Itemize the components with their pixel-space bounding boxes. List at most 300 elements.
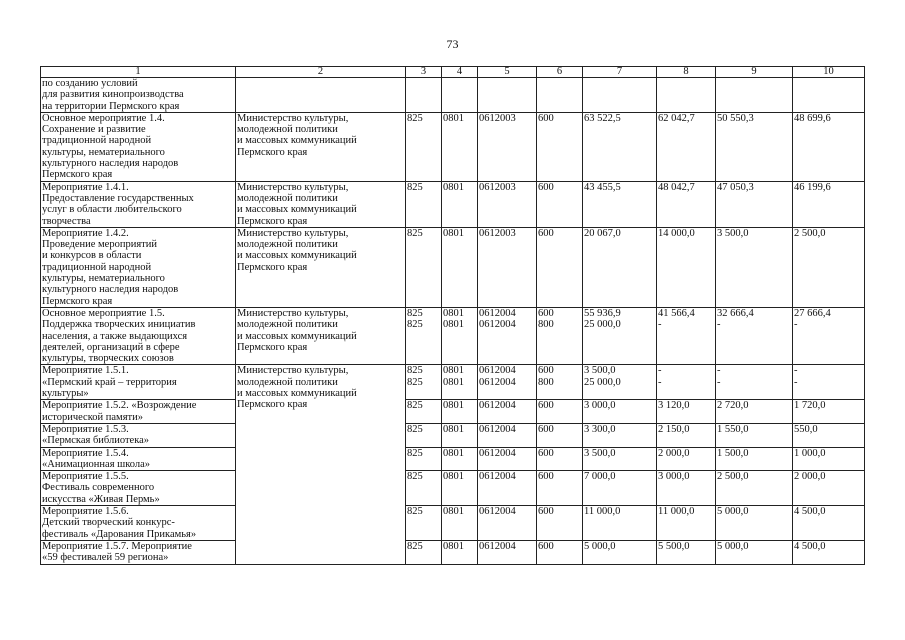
sum-2017: 550,0 <box>794 423 818 435</box>
activity-name-line: Детский творческий конкурс- <box>42 517 175 529</box>
code-ministry-cell <box>406 181 442 227</box>
executor-line: Министерство культуры, <box>237 181 349 193</box>
code-section-cell <box>442 447 478 471</box>
code-section-cell <box>442 471 478 506</box>
code-target-cell <box>478 506 537 541</box>
code-ministry: 825 <box>407 112 423 124</box>
code-section: 0801 <box>443 423 464 435</box>
code-section: 0801 <box>443 540 464 552</box>
sum-2015: - <box>658 376 662 388</box>
code-expense: 600 <box>538 471 554 483</box>
sum-2015-cell <box>657 540 716 564</box>
code-target-cell <box>478 400 537 424</box>
activity-name-line: деятелей, организаций в сфере <box>42 341 180 353</box>
column-number: 10 <box>793 67 865 78</box>
sum-2014: 3 500,0 <box>584 447 616 459</box>
sum-2017-cell <box>793 112 865 181</box>
sum-2014: 25 000,0 <box>584 319 621 331</box>
code-section-cell <box>442 423 478 447</box>
sum-2015-cell <box>657 471 716 506</box>
code-ministry: 825 <box>407 447 423 459</box>
activity-name-line: Фестиваль современного <box>42 482 155 494</box>
sum-2017-cell <box>793 78 865 113</box>
code-section-cell <box>442 506 478 541</box>
sum-2015: 62 042,7 <box>658 112 695 124</box>
sum-2014-cell <box>583 471 657 506</box>
code-expense-cell <box>537 423 583 447</box>
code-target: 0612004 <box>479 400 516 412</box>
code-target-cell <box>478 112 537 181</box>
activity-name-line: Мероприятие 1.5.6. <box>42 506 129 518</box>
sum-2017-cell <box>793 447 865 471</box>
code-section: 0801 <box>443 506 464 518</box>
activity-name-line: культуры, нематериального <box>42 273 165 285</box>
code-section: 0801 <box>443 376 464 388</box>
executor-line: и массовых коммуникаций <box>237 388 357 400</box>
executor-line: и массовых коммуникаций <box>237 135 357 147</box>
sum-2017: 4 500,0 <box>794 506 826 518</box>
code-ministry-cell <box>406 423 442 447</box>
executor-line: Пермского края <box>237 215 308 227</box>
activity-name-cell <box>41 78 236 113</box>
sum-2015: 11 000,0 <box>658 506 695 518</box>
sum-2016: - <box>717 376 721 388</box>
activity-name-line: Сохранение и развитие <box>42 124 146 136</box>
column-number: 4 <box>442 67 478 78</box>
activity-name-line: на территории Пермского края <box>42 100 180 112</box>
sum-2017-cell <box>793 365 865 400</box>
activity-name-line: «Пермская библиотека» <box>42 435 150 447</box>
code-ministry: 825 <box>407 540 423 552</box>
code-target: 0612003 <box>479 112 516 124</box>
table-row <box>41 78 865 113</box>
sum-2017-cell <box>793 181 865 227</box>
sum-2015: - <box>658 319 662 331</box>
sum-2014-cell <box>583 423 657 447</box>
activity-name-cell <box>41 227 236 307</box>
sum-2016: 3 500,0 <box>717 227 749 239</box>
code-expense-cell <box>537 540 583 564</box>
sum-2014-cell <box>583 506 657 541</box>
code-section-cell <box>442 365 478 400</box>
sum-2017: 1 000,0 <box>794 447 826 459</box>
code-target: 0612004 <box>479 307 516 319</box>
sum-2016: 50 550,3 <box>717 112 754 124</box>
code-target-cell <box>478 423 537 447</box>
activity-name-line: культурного наследия народов <box>42 284 179 296</box>
sum-2014: 3 300,0 <box>584 423 616 435</box>
sum-2016-cell <box>716 506 793 541</box>
code-target-cell <box>478 307 537 365</box>
activity-name-cell <box>41 112 236 181</box>
activity-name-line: Мероприятие 1.5.2. «Возрождение <box>42 400 197 412</box>
activity-name-line: традиционной народной <box>42 261 152 273</box>
sum-2015: 48 042,7 <box>658 181 695 193</box>
code-expense: 600 <box>538 423 554 435</box>
code-expense: 600 <box>538 307 554 319</box>
sum-2016-cell <box>716 365 793 400</box>
executor-cell <box>236 365 406 564</box>
column-number-row <box>41 67 865 78</box>
code-expense: 600 <box>538 540 554 552</box>
activity-name-cell <box>41 471 236 506</box>
executor-line: Министерство культуры, <box>237 227 349 239</box>
code-target-cell <box>478 78 537 113</box>
code-section: 0801 <box>443 365 464 377</box>
sum-2014-cell <box>583 400 657 424</box>
activity-name-line: культуры» <box>42 388 89 400</box>
code-ministry: 825 <box>407 227 423 239</box>
sum-2014-cell <box>583 447 657 471</box>
sum-2014-cell <box>583 78 657 113</box>
executor-line: Пермского края <box>237 341 308 353</box>
code-ministry-cell <box>406 365 442 400</box>
executor-cell <box>236 78 406 113</box>
table-row <box>41 506 865 541</box>
sum-2014: 25 000,0 <box>584 376 621 388</box>
activity-name-line: культурного наследия народов <box>42 158 179 170</box>
activity-name-line: Основное мероприятие 1.5. <box>42 307 165 319</box>
code-target: 0612004 <box>479 365 516 377</box>
executor-cell <box>236 112 406 181</box>
activity-name-cell <box>41 506 236 541</box>
sum-2014: 63 522,5 <box>584 112 621 124</box>
sum-2017: 2 000,0 <box>794 471 826 483</box>
code-ministry-cell <box>406 471 442 506</box>
sum-2016: 2 720,0 <box>717 400 749 412</box>
activity-name-line: «Пермский край – территория <box>42 376 177 388</box>
sum-2015: 2 150,0 <box>658 423 690 435</box>
sum-2015-cell <box>657 112 716 181</box>
code-section: 0801 <box>443 112 464 124</box>
code-target: 0612004 <box>479 447 516 459</box>
sum-2014-cell <box>583 227 657 307</box>
activity-name-line: Мероприятие 1.5.3. <box>42 423 129 435</box>
activity-name-line: Пермского края <box>42 169 113 181</box>
sum-2016-cell <box>716 78 793 113</box>
activity-name-line: творчества <box>42 215 91 227</box>
code-ministry: 825 <box>407 307 423 319</box>
executor-line: молодежной политики <box>237 319 338 331</box>
sum-2015-cell <box>657 181 716 227</box>
activity-name-line: населения, а также выдающихся <box>42 330 188 342</box>
code-target-cell <box>478 471 537 506</box>
code-section-cell <box>442 227 478 307</box>
activity-name-line: Основное мероприятие 1.4. <box>42 112 165 124</box>
executor-line: Пермского края <box>237 261 308 273</box>
code-section-cell <box>442 400 478 424</box>
sum-2014: 43 455,5 <box>584 181 621 193</box>
column-number: 5 <box>478 67 537 78</box>
activity-name-line: Мероприятие 1.4.1. <box>42 181 129 193</box>
sum-2016: 32 666,4 <box>717 307 754 319</box>
code-expense-cell <box>537 471 583 506</box>
code-expense: 600 <box>538 400 554 412</box>
code-target-cell <box>478 540 537 564</box>
sum-2015-cell <box>657 227 716 307</box>
activity-name-cell <box>41 365 236 400</box>
sum-2016: - <box>717 365 721 377</box>
code-ministry: 825 <box>407 181 423 193</box>
code-ministry-cell <box>406 540 442 564</box>
activity-name-cell <box>41 181 236 227</box>
executor-line: Министерство культуры, <box>237 112 349 124</box>
code-ministry-cell <box>406 506 442 541</box>
executor-line: и массовых коммуникаций <box>237 204 357 216</box>
executor-cell <box>236 181 406 227</box>
activity-name-line: искусства «Живая Пермь» <box>42 493 160 505</box>
code-expense-cell <box>537 112 583 181</box>
activity-name-cell <box>41 447 236 471</box>
sum-2017: - <box>794 365 798 377</box>
column-number: 9 <box>716 67 793 78</box>
code-ministry-cell <box>406 447 442 471</box>
code-expense-cell <box>537 365 583 400</box>
sum-2017: 48 699,6 <box>794 112 831 124</box>
sum-2014: 3 000,0 <box>584 400 616 412</box>
executor-line: молодежной политики <box>237 124 338 136</box>
code-target: 0612004 <box>479 540 516 552</box>
code-ministry: 825 <box>407 423 423 435</box>
sum-2016-cell <box>716 540 793 564</box>
code-target: 0612004 <box>479 423 516 435</box>
sum-2015-cell <box>657 506 716 541</box>
code-section-cell <box>442 112 478 181</box>
activity-name-line: Мероприятие 1.5.4. <box>42 447 129 459</box>
code-section: 0801 <box>443 400 464 412</box>
activity-name-line: и конкурсов в области <box>42 250 142 262</box>
executor-line: Пермского края <box>237 146 308 158</box>
code-expense-cell <box>537 181 583 227</box>
code-target: 0612004 <box>479 506 516 518</box>
activity-name-line: Мероприятие 1.5.5. <box>42 471 129 483</box>
code-target: 0612003 <box>479 181 516 193</box>
code-expense: 800 <box>538 319 554 331</box>
code-ministry: 825 <box>407 506 423 518</box>
table-row <box>41 423 865 447</box>
sum-2014-cell <box>583 181 657 227</box>
sum-2017: 46 199,6 <box>794 181 831 193</box>
code-target-cell <box>478 447 537 471</box>
sum-2015: 2 000,0 <box>658 447 690 459</box>
code-section-cell <box>442 307 478 365</box>
code-ministry: 825 <box>407 400 423 412</box>
activity-name-line: Поддержка творческих инициатив <box>42 319 196 331</box>
code-ministry: 825 <box>407 319 423 331</box>
column-number: 6 <box>537 67 583 78</box>
page-number: 73 <box>446 37 459 51</box>
code-section-cell <box>442 78 478 113</box>
sum-2015: 5 500,0 <box>658 540 690 552</box>
executor-line: и массовых коммуникаций <box>237 330 357 342</box>
code-section: 0801 <box>443 319 464 331</box>
sum-2016: 47 050,3 <box>717 181 754 193</box>
sum-2016-cell <box>716 181 793 227</box>
sum-2017: 4 500,0 <box>794 540 826 552</box>
activity-name-line: Предоставление государственных <box>42 192 194 204</box>
sum-2017-cell <box>793 400 865 424</box>
code-ministry: 825 <box>407 365 423 377</box>
sum-2016: - <box>717 319 721 331</box>
activity-name-line: культуры, нематериального <box>42 146 165 158</box>
sum-2016-cell <box>716 447 793 471</box>
activity-name-cell <box>41 400 236 424</box>
table-row <box>41 307 865 365</box>
sum-2016: 5 000,0 <box>717 506 749 518</box>
code-ministry: 825 <box>407 376 423 388</box>
column-number: 3 <box>406 67 442 78</box>
code-expense-cell <box>537 447 583 471</box>
executor-cell <box>236 307 406 365</box>
sum-2016-cell <box>716 423 793 447</box>
table-row <box>41 447 865 471</box>
sum-2017: - <box>794 319 798 331</box>
code-expense-cell <box>537 78 583 113</box>
sum-2016: 1 550,0 <box>717 423 749 435</box>
code-ministry-cell <box>406 112 442 181</box>
code-expense: 600 <box>538 447 554 459</box>
activity-name-line: Мероприятие 1.5.7. Мероприятие <box>42 540 192 552</box>
executor-line: и массовых коммуникаций <box>237 250 357 262</box>
code-section: 0801 <box>443 471 464 483</box>
sum-2015: - <box>658 365 662 377</box>
executor-line: молодежной политики <box>237 376 338 388</box>
sum-2015: 41 566,4 <box>658 307 695 319</box>
sum-2014-cell <box>583 365 657 400</box>
sum-2015-cell <box>657 365 716 400</box>
sum-2016: 1 500,0 <box>717 447 749 459</box>
activity-name-line: по созданию условий <box>42 78 138 89</box>
sum-2016: 5 000,0 <box>717 540 749 552</box>
executor-line: Министерство культуры, <box>237 365 349 377</box>
sum-2014: 5 000,0 <box>584 540 616 552</box>
code-ministry-cell <box>406 400 442 424</box>
sum-2015: 14 000,0 <box>658 227 695 239</box>
code-target: 0612003 <box>479 227 516 239</box>
sum-2014: 55 936,9 <box>584 307 621 319</box>
code-ministry-cell <box>406 227 442 307</box>
activity-name-line: услуг в области любительского <box>42 204 182 216</box>
table-row <box>41 400 865 424</box>
executor-line: Пермского края <box>237 399 308 411</box>
table-row <box>41 365 865 400</box>
table-row <box>41 540 865 564</box>
activity-name-line: Мероприятие 1.4.2. <box>42 227 129 239</box>
code-expense-cell <box>537 400 583 424</box>
code-target-cell <box>478 181 537 227</box>
sum-2015-cell <box>657 307 716 365</box>
column-number: 7 <box>583 67 657 78</box>
activity-name-line: фестиваль «Дарования Прикамья» <box>42 528 197 540</box>
code-expense: 600 <box>538 181 554 193</box>
sum-2016-cell <box>716 307 793 365</box>
code-target-cell <box>478 365 537 400</box>
activity-name-line: «59 фестивалей 59 региона» <box>42 552 169 564</box>
sum-2014-cell <box>583 307 657 365</box>
column-number: 1 <box>41 67 236 78</box>
executor-line: молодежной политики <box>237 192 338 204</box>
code-expense: 600 <box>538 112 554 124</box>
sum-2015-cell <box>657 447 716 471</box>
code-ministry: 825 <box>407 471 423 483</box>
sum-2015-cell <box>657 400 716 424</box>
activity-name-line: традиционной народной <box>42 135 152 147</box>
sum-2015: 3 000,0 <box>658 471 690 483</box>
sum-2017-cell <box>793 471 865 506</box>
activity-name-line: «Анимационная школа» <box>42 458 151 470</box>
activity-name-cell <box>41 423 236 447</box>
budget-table <box>40 66 865 565</box>
sum-2017-cell <box>793 307 865 365</box>
table-row <box>41 112 865 181</box>
activity-name-line: Проведение мероприятий <box>42 239 157 251</box>
executor-cell <box>236 227 406 307</box>
sum-2014: 20 067,0 <box>584 227 621 239</box>
code-expense-cell <box>537 227 583 307</box>
sum-2017-cell <box>793 423 865 447</box>
sum-2016: 2 500,0 <box>717 471 749 483</box>
code-expense-cell <box>537 506 583 541</box>
sum-2017-cell <box>793 506 865 541</box>
sum-2015-cell <box>657 423 716 447</box>
sum-2016-cell <box>716 400 793 424</box>
sum-2017: 1 720,0 <box>794 400 826 412</box>
code-target-cell <box>478 227 537 307</box>
executor-line: молодежной политики <box>237 239 338 251</box>
activity-name-line: исторической памяти» <box>42 411 143 423</box>
code-section-cell <box>442 540 478 564</box>
sum-2016-cell <box>716 112 793 181</box>
code-expense: 600 <box>538 227 554 239</box>
activity-name-cell <box>41 307 236 365</box>
activity-name-line: Мероприятие 1.5.1. <box>42 365 129 377</box>
code-section: 0801 <box>443 307 464 319</box>
sum-2014: 3 500,0 <box>584 365 616 377</box>
code-expense-cell <box>537 307 583 365</box>
sum-2016-cell <box>716 227 793 307</box>
sum-2017-cell <box>793 227 865 307</box>
code-ministry-cell <box>406 78 442 113</box>
executor-line: Министерство культуры, <box>237 307 349 319</box>
code-target: 0612004 <box>479 319 516 331</box>
column-number: 2 <box>236 67 406 78</box>
code-ministry-cell <box>406 307 442 365</box>
sum-2014-cell <box>583 540 657 564</box>
activity-name-cell <box>41 540 236 564</box>
sum-2017-cell <box>793 540 865 564</box>
activity-name-line: для развития кинопроизводства <box>42 89 184 101</box>
table-row <box>41 227 865 307</box>
sum-2017: 2 500,0 <box>794 227 826 239</box>
sum-2017: 27 666,4 <box>794 307 831 319</box>
sum-2015: 3 120,0 <box>658 400 690 412</box>
sum-2015-cell <box>657 78 716 113</box>
sum-2017: - <box>794 376 798 388</box>
code-expense: 600 <box>538 365 554 377</box>
code-section-cell <box>442 181 478 227</box>
table-row <box>41 471 865 506</box>
sum-2016-cell <box>716 471 793 506</box>
code-target: 0612004 <box>479 471 516 483</box>
code-section: 0801 <box>443 181 464 193</box>
code-expense: 800 <box>538 376 554 388</box>
table-row <box>41 181 865 227</box>
code-target: 0612004 <box>479 376 516 388</box>
code-section: 0801 <box>443 227 464 239</box>
activity-name-line: культуры, творческих союзов <box>42 353 174 365</box>
sum-2014: 7 000,0 <box>584 471 616 483</box>
code-section: 0801 <box>443 447 464 459</box>
